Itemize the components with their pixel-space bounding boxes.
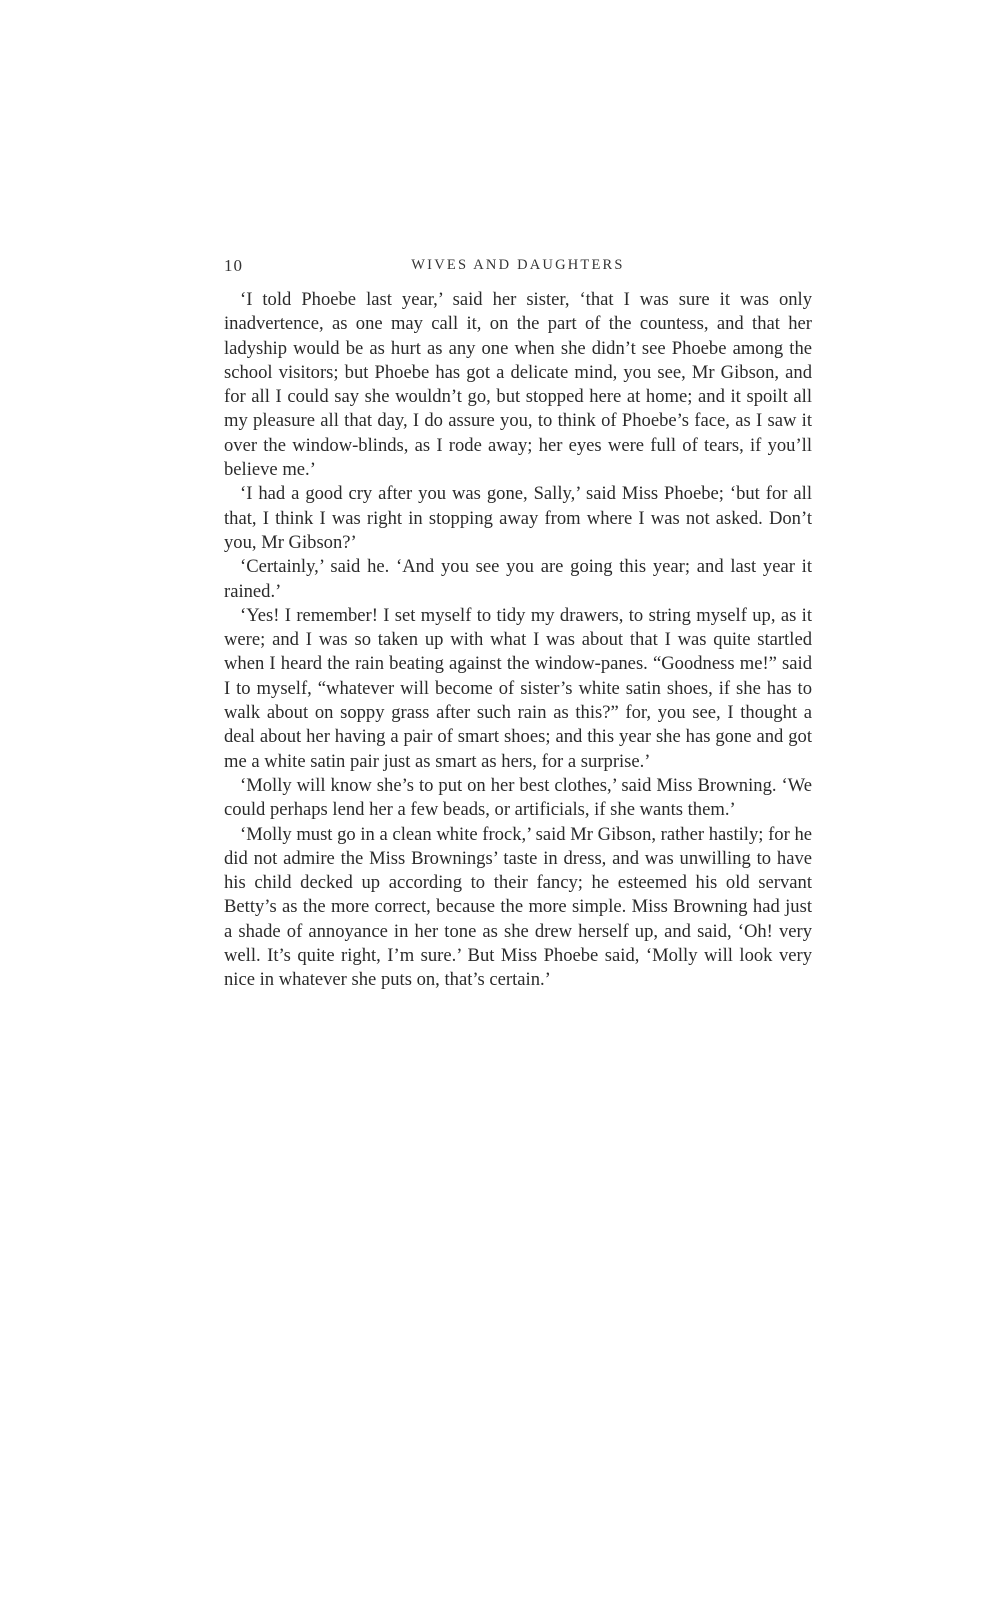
paragraph: ‘I had a good cry after you was gone, Sally,’ said Miss Phoebe; ‘but for all that, I think I was right in stopping away from where I was not asked. Don’t you, Mr Gibson?’ — [224, 483, 812, 553]
paragraph: ‘Certainly,’ said he. ‘And you see you are going this year; and last year it rained.’ — [224, 556, 812, 602]
paragraph: ‘Molly must go in a clean white frock,’ said Mr Gibson, rather hastily; for he did not admire the Miss Brownings’ taste in dress, and was unwilling to have his child decked up according to their fancy; he esteemed his old servant Betty’s as the more correct, because the more simple. Miss Browning had just a shade of annoyance in her tone as she drew herself up, and said, ‘Oh! very well. It’s quite right, I’m sure.’ But Miss Phoebe said, ‘Molly will look very nice in whatever she puts on, that’s certain.’ — [224, 823, 812, 991]
paragraph: ‘Molly will know she’s to put on her best clothes,’ said Miss Browning. ‘We could perhaps lend her a few beads, or artificials, if she wants them.’ — [224, 774, 812, 821]
paragraph: ‘I told Phoebe last year,’ said her sister, ‘that I was sure it was only inadvertence, as one may call it, on the part of the countess, and that her ladyship would be as hurt as any one when she didn’t see Phoebe among the school visitors; but Phoebe has got a delicate mind, you see, Mr Gibson, and for all I could say she wouldn’t go, but stopped here at home; and it spoilt all my pleasure all that day, I do assure you, to think of Phoebe’s face, as I saw it over the window-blinds, as I rode away; her eyes were full of tears, if you’ll believe me.’ — [224, 289, 812, 481]
body-text — [224, 288, 812, 993]
running-head — [224, 256, 812, 280]
page-number: 10 — [224, 256, 243, 275]
paragraph: ‘Yes! I remember! I set myself to tidy my drawers, to string myself up, as it were; and I was so taken up with what I was about that I was quite startled when I heard the rain beating against the window-panes. “Goodness me!” said I to myself, “whatever will become of sister’s white satin shoes, if she has to walk about on soppy grass after such rain as this?” for, you see, I thought a deal about her having a pair of smart shoes; and this year she has gone and got me a white satin pair just as smart as hers, for a surprise.’ — [224, 604, 812, 772]
running-title: WIVES AND DAUGHTERS — [411, 257, 625, 273]
